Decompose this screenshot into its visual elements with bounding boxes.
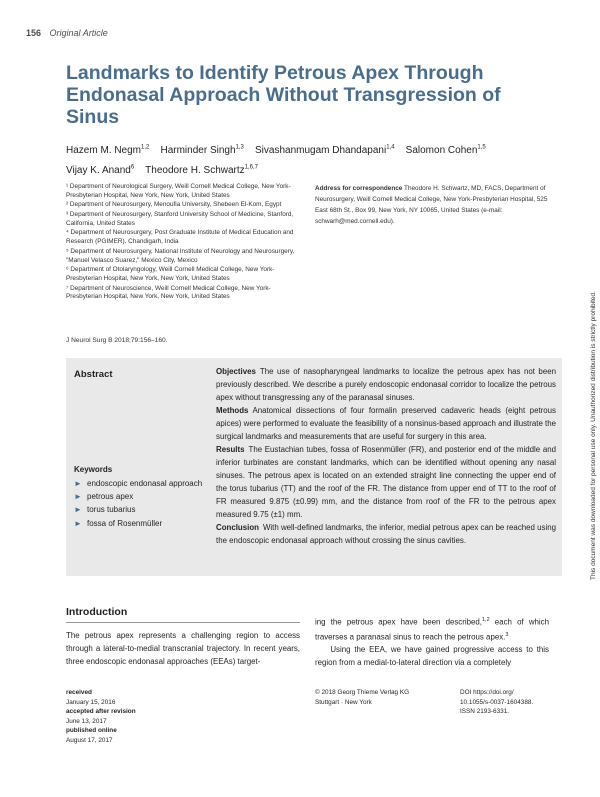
arrow-right-icon: ► bbox=[74, 518, 82, 528]
reference-link[interactable]: 3 bbox=[505, 631, 509, 638]
abstract-heading: Abstract bbox=[74, 369, 113, 380]
arrow-right-icon: ► bbox=[74, 505, 82, 515]
abstract-methods: Methods Anatomical dissections of four formalin preserved cadaveric heads (eight petrous apices) were performed to evaluate the feasibility of a nonsinus-based approach and illustrate the surgical landmarks and measurements that are useful for surgery in this area. bbox=[216, 406, 556, 441]
download-notice: This document was downloaded for personal use only. Unauthorized distribution is strictly prohibited. bbox=[590, 291, 597, 580]
section-divider bbox=[66, 622, 300, 623]
author-list bbox=[66, 140, 546, 179]
affiliation-item: ⁶ Department of Otolaryngology, Weill Cornell Medical College, New York-Presbyterian Hospital, New York, New York, United States bbox=[66, 266, 275, 282]
author[interactable]: Salomon Cohen$^{1,5}$ bbox=[405, 145, 486, 157]
arrow-right-icon: ► bbox=[74, 479, 82, 488]
affiliation-item: ⁷ Department of Neuroscience, Weill Cornell Medical College, New York-Presbyterian Hospital, New York, New York, United States bbox=[66, 284, 271, 301]
introduction-column-2: ing the petrous apex have been described,$^{1,2}$ each of which traverses a paranasal sinus to reach the petrous apex.$^3$ Using the EEA, we have gained progressive access to this region from a medial-to-lateral direction via a completely bbox=[315, 617, 549, 668]
page-number: 156 bbox=[26, 28, 42, 38]
abstract-objectives: Objectives The use of nasopharyngeal landmarks to localize the petrous apex has not been previously described. We describe a purely endoscopic endonasal corridor to localize the petrous apex without transgressing any of the paranasal sinuses. bbox=[216, 367, 556, 402]
article-title: Landmarks to Identify Petrous Apex Through Endonasal Approach Without Transgression of Sinus bbox=[66, 62, 501, 128]
affiliation-item: ⁴ Department of Neurosurgery, Post Graduate Institute of Medical Education and Research (PGIMER), Chandigarh, India bbox=[66, 229, 294, 246]
reference-link[interactable]: 1,2 bbox=[481, 617, 490, 623]
keywords-list bbox=[74, 477, 204, 530]
affiliation-item: ² Department of Neurosurgery, Menoufia University, Shebeen El-Kom, Egypt bbox=[66, 201, 282, 209]
abstract-results: Results The Eustachian tubes, fossa of Rosenmüller (FR), and posterior end of the middle and inferior turbinates are constant landmarks, which can be identified without opening any nasal sinuses. The petrous apex is located on an extended straight line connecting the upper end of the torus tubarius (TT) and the roof of the FR. The distance from upper end of TT to the roof of FR measured 9.875 (±0.99) mm, and the distance from roof of the FR to the petrous apex measured 9.75 (±1) mm. bbox=[216, 445, 556, 519]
affiliation-item: ⁵ Department of Neurosurgery, National Institute of Neurology and Neurosurgery, "Manuel Velasco Suarez," Mexico City, Mexico bbox=[66, 247, 295, 264]
article-category: Original Article bbox=[49, 28, 108, 38]
affiliation-item: ¹ Department of Neurological Surgery, Weill Cornell Medical College, New York-Presbyterian Hospital, New York, New York, United States bbox=[66, 183, 291, 199]
affiliations bbox=[66, 183, 306, 303]
doi-info: DOI https://doi.org/ 10.1055/s-0037-1604388. ISSN 2193-6331. bbox=[460, 688, 570, 717]
introduction-column-1: The petrous apex represents a challenging region to access through a lateral-to-medial transcranial trajectory. In recent years, three endoscopic endonasal approaches (EEAs) target- bbox=[66, 631, 300, 666]
author[interactable]: Hazem M. Negm$^{1,2}$ bbox=[66, 145, 150, 157]
keyword-item[interactable]: ► torus tubarius bbox=[74, 503, 204, 516]
article-history: received January 15, 2016 accepted after revision June 13, 2017 published online August 17, 2017 bbox=[66, 689, 136, 744]
publisher-info: © 2018 Georg Thieme Verlag KG Stuttgart · New York bbox=[315, 689, 410, 706]
author[interactable]: Theodore H. Schwartz$^{1,6,7}$ bbox=[145, 164, 259, 176]
doi-link[interactable]: DOI https://doi.org/ bbox=[460, 689, 514, 696]
abstract-conclusion: Conclusion With well-defined landmarks, the inferior, medial petrous apex can be reached using the endoscopic endonasal approach without crossing the sinus cavities. bbox=[216, 523, 556, 545]
keywords-heading: Keywords bbox=[74, 465, 113, 474]
correspondence-address bbox=[315, 183, 555, 227]
arrow-right-icon: ► bbox=[74, 492, 82, 502]
author[interactable]: Vijay K. Anand$^6$ bbox=[66, 164, 135, 176]
abstract-body bbox=[216, 365, 556, 547]
correspondence-text[interactable]: Theodore H. Schwartz, MD, FACS, Department of Neurosurgery, Weill Cornell Medical College, New York-Presbyterian Hospital, 525 East 68th St., Box 99, New York, NY 10065, United States (e-mail: schwarh@med.cornell.edu). bbox=[315, 185, 548, 225]
running-header bbox=[26, 28, 108, 38]
keyword-item[interactable]: ► endoscopic endonasal approach bbox=[74, 477, 204, 490]
affiliation-item: ³ Department of Neurosurgery, Stanford University School of Medicine, Stanford, California, United States bbox=[66, 210, 294, 227]
journal-citation: J Neurol Surg B 2018;79:156–160. bbox=[66, 337, 168, 344]
correspondence-label: Address for correspondence bbox=[315, 185, 403, 192]
author[interactable]: Harminder Singh$^{1,3}$ bbox=[160, 145, 244, 157]
keyword-item[interactable]: ► petrous apex bbox=[74, 490, 204, 503]
introduction-heading: Introduction bbox=[66, 606, 128, 618]
keyword-item[interactable]: ► fossa of Rosenmüller bbox=[74, 517, 204, 530]
author[interactable]: Sivashanmugam Dhandapani$^{1,4}$ bbox=[255, 145, 395, 157]
